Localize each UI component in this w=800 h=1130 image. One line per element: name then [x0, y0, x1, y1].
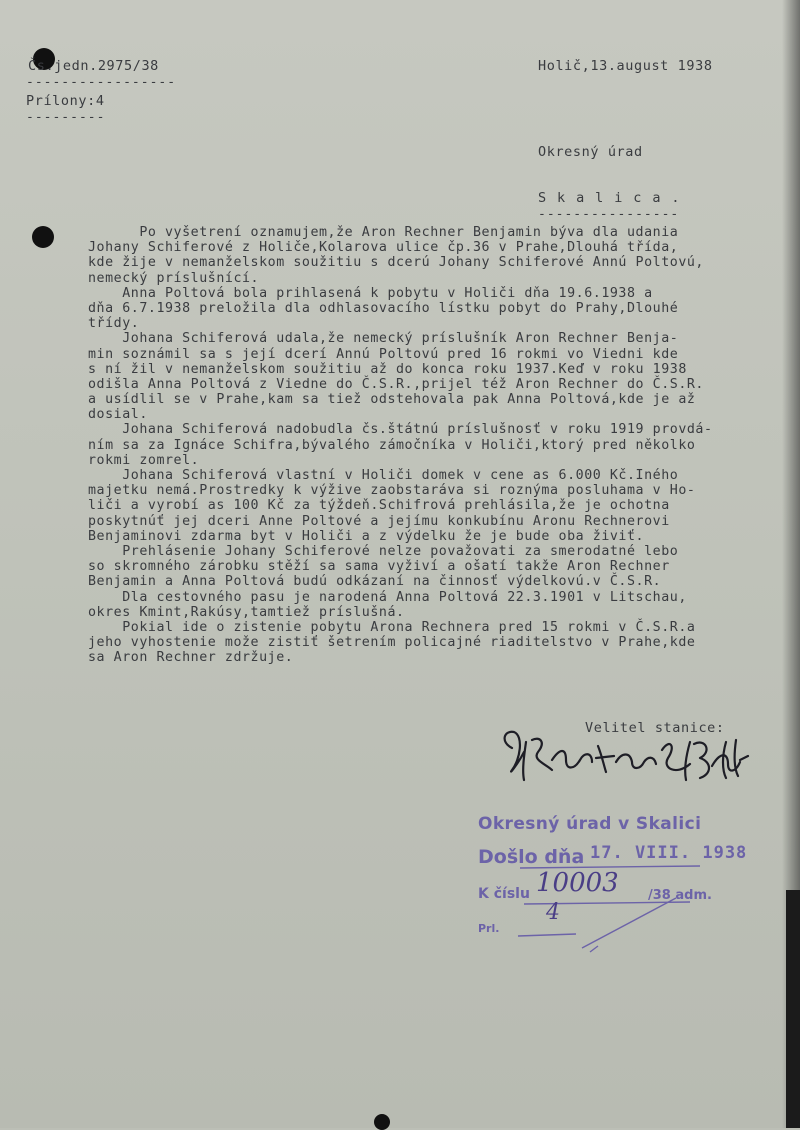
stamp-attachments-label: Prl.: [478, 922, 500, 935]
body-line: Johana Schiferová vlastní v Holiči domek v cene as 6.000 Kč.Iného: [88, 468, 679, 483]
body-line: kde žije v nemanželskom soužitiu s dcerú Johany Schiferové Annú Poltovú,: [88, 255, 704, 271]
attachments-count: Prílony:4: [26, 93, 105, 109]
body-line: Dla cestovného pasu je narodená Anna Poltová 22.3.1901 v Litschau,: [88, 589, 687, 605]
body-line: majetku nemá.Prostredky k výžive zaobstaráva si roznýma posluhama v Ho-: [88, 483, 696, 499]
stamp-received-label: Došlo dňa: [478, 846, 585, 868]
stamp-office-name: Okresný úrad v Skalici: [478, 814, 702, 834]
body-line: okres Kmint,Rakúsy,tamtiež príslušná.: [88, 604, 405, 620]
body-line: Johany Schiferové z Holiče,Kolarova ulice čp.36 v Prahe,Dlouhá třída,: [88, 240, 679, 256]
body-line: a usídlil se v Prahe,kam sa tiež odstehovala pak Anna Poltová,kde je až: [88, 392, 696, 408]
signature-title: Velitel stanice:: [585, 720, 725, 736]
stamp-received-date: 17. VIII. 1938: [590, 843, 748, 863]
body-line: třídy.: [88, 316, 140, 332]
body-line: Benjaminovi zdarma byt v Holiči a z výdelku že je bude oba živiť.: [88, 528, 645, 544]
body-line: Prehlásenie Johany Schiferové nelze považovati za smerodatné lebo: [88, 543, 679, 559]
body-line: Pokial ide o zistenie pobytu Arona Rechnera pred 15 rokmi v Č.S.R.a: [88, 619, 696, 635]
body-line: jeho vyhostenie može zistiť šetrením policajné riaditelstvo v Prahe,kde: [88, 635, 696, 651]
body-line: Johana Schiferová nadobudla čs.štátnú príslušnosť v roku 1919 provdá-: [88, 422, 713, 438]
body-line: liči a vyrobí as 100 Kč za týždeň.Schifrová prehlásila,že je ochotna: [88, 498, 670, 514]
body-line: s ní žil v nemanželskom soužitiu až do konca roku 1937.Keď v roku 1938: [88, 361, 687, 377]
recipient-underline: ----------------: [538, 207, 680, 222]
body-line: dňa 6.7.1938 preložila dla odhlasovacího lístku pobyt do Prahy,Dlouhé: [88, 300, 679, 316]
body-line: dosial.: [88, 407, 148, 423]
recipient-town: S k a l i c a .: [538, 190, 681, 206]
stamp-number-label: K číslu: [478, 886, 530, 902]
body-line: rokmi zomrel.: [88, 452, 200, 468]
body-line: Anna Poltová bola prihlasená k pobytu v Holiči dňa 19.6.1938 a: [88, 285, 653, 301]
body-line: nemecký príslušnící.: [88, 270, 260, 286]
reference-underline: -----------------: [26, 75, 177, 90]
handwritten-attachments: 4: [546, 900, 560, 925]
body-line: sa Aron Rechner zdržuje.: [88, 650, 294, 666]
reference-number: Čs.jedn.2975/38: [28, 58, 159, 74]
body-line: Benjamin a Anna Poltová budú odkázaní na činnosť výdelkovú.v Č.S.R.: [88, 574, 662, 590]
handwritten-file-number: 10003: [536, 868, 619, 898]
body-line: odišla Anna Poltová z Viedne do Č.S.R.,prijel též Aron Rechner do Č.S.R.: [88, 376, 704, 392]
body-line: Johana Schiferová udala,že nemecký príslušník Aron Rechner Benja-: [88, 331, 679, 347]
place-and-date: Holič,13.august 1938: [538, 58, 713, 74]
recipient-office: Okresný úrad: [538, 144, 643, 160]
body-line: min soznámil sa s její dcerí Annú Poltovú pred 16 rokmi vo Viedni kde: [88, 346, 679, 362]
attachments-underline: ---------: [26, 110, 106, 125]
body-line: ním sa za Ignáce Schifra,bývalého zámočníka v Holiči,ktorý pred několko: [88, 437, 696, 453]
body-line: Po vyšetrení oznamujem,že Aron Rechner Benjamin býva dla udania: [88, 225, 679, 240]
stamp-number-suffix: /38 adm.: [648, 888, 712, 903]
body-line: poskytnúť jej dceri Anne Poltové a jejímu konkubínu Aronu Rechnerovi: [88, 513, 670, 529]
body-line: so skromného zárobku stěží sa sama vyživí a ošatí takže Aron Rechner: [88, 559, 670, 575]
